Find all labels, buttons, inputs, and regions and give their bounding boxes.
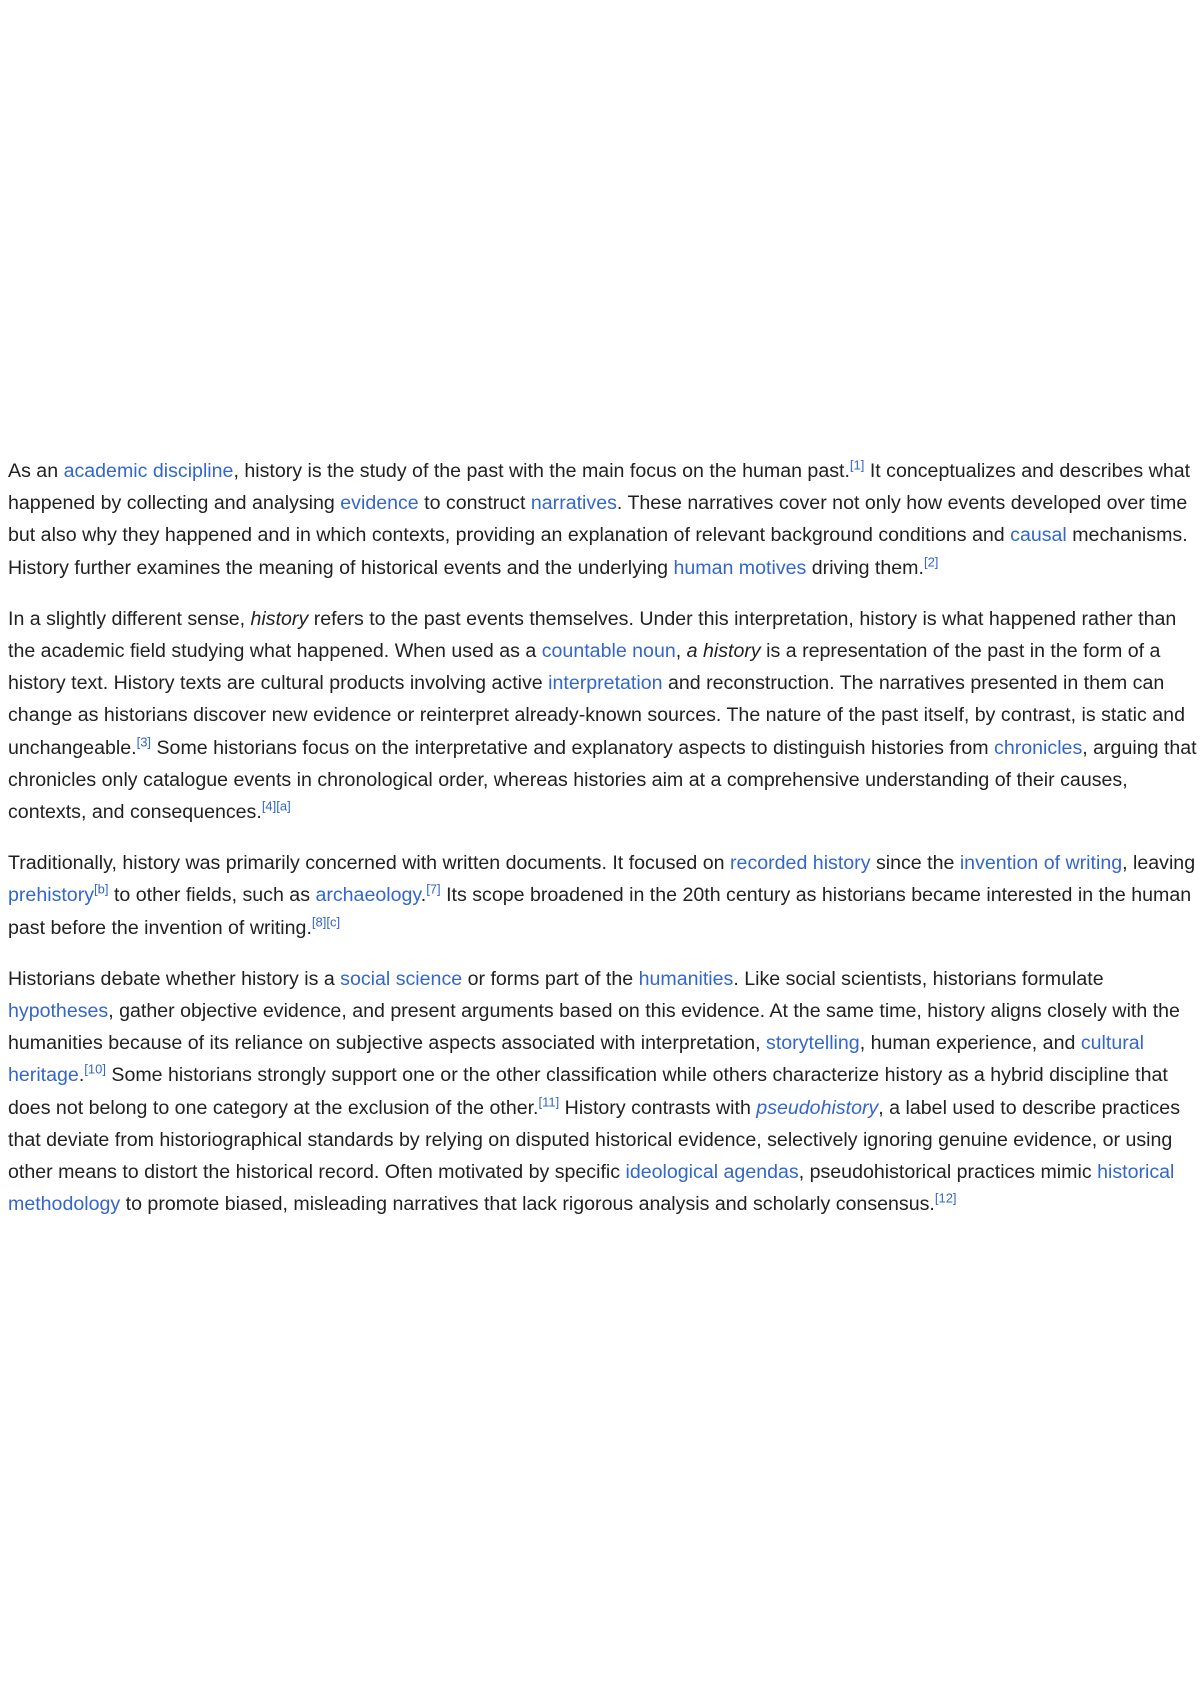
reference-superscript — [924, 554, 938, 569]
text-run: is a representation of the past in the form of a history text. History texts are cultural products involving active — [8, 640, 1161, 695]
article-body — [8, 455, 1198, 1239]
link-causal[interactable]: causal — [1010, 524, 1067, 547]
reference-link-a[interactable]: [a] — [276, 798, 291, 814]
link-recorded-history[interactable]: recorded history — [730, 852, 871, 875]
text-run: Some historians strongly support one or the other classification while others characterize history as a hybrid discipline that does not belong to one category at the exclusion of the other. — [8, 1064, 1168, 1119]
link-evidence[interactable]: evidence — [340, 492, 419, 515]
link-chronicles[interactable]: chronicles — [994, 736, 1083, 759]
text-run: History contrasts with — [559, 1096, 757, 1119]
paragraph-1 — [8, 455, 1198, 584]
link-ideological-agendas[interactable]: ideological agendas — [625, 1161, 799, 1184]
text-run: mechanisms. History further examines the meaning of historical events and the underlying — [8, 524, 1188, 579]
text-run: . Like social scientists, historians formulate — [733, 967, 1104, 990]
reference-superscript — [326, 914, 340, 929]
reference-link-1[interactable]: [1] — [849, 457, 865, 473]
reference-superscript — [137, 734, 151, 749]
paragraph-2 — [8, 603, 1198, 828]
text-run: Some historians focus on the interpretative and explanatory aspects to distinguish histories from — [151, 736, 995, 759]
link-interpretation[interactable]: interpretation — [548, 672, 663, 695]
link-hypotheses[interactable]: hypotheses — [8, 1000, 109, 1023]
reference-link-c[interactable]: [c] — [326, 914, 341, 930]
text-run: , human experience, and — [859, 1032, 1081, 1055]
text-run: , pseudohistorical practices mimic — [798, 1161, 1098, 1184]
text-run: . — [78, 1064, 85, 1087]
reference-superscript — [935, 1191, 957, 1206]
paragraph-3 — [8, 847, 1198, 944]
reference-superscript — [539, 1094, 560, 1109]
text-run: to construct — [418, 492, 531, 515]
text-run: since the — [870, 852, 960, 875]
text-run: , gather objective evidence, and present arguments based on this evidence. At the same time, history aligns closely with the humanities because of its reliance on subjective aspects associated with interpretation, — [8, 1000, 1180, 1055]
text-run: Historians debate whether history is a — [8, 967, 341, 990]
text-run: , arguing that chronicles only catalogue events in chronological order, whereas histories aim at a comprehensive understanding of their causes, contexts, and consequences. — [8, 736, 1197, 824]
reference-superscript — [850, 457, 864, 472]
text-run: It conceptualizes and describes what happened by collecting and analysing — [8, 460, 1191, 515]
link-countable-noun[interactable]: countable noun — [541, 640, 676, 663]
text-run: . These narratives cover not only how events developed over time but also why they happened and in which contexts, providing an explanation of relevant background conditions and — [8, 492, 1188, 547]
link-academic-discipline[interactable]: academic discipline — [63, 460, 234, 482]
link-invention-of-writing[interactable]: invention of writing — [959, 852, 1123, 875]
link-prehistory[interactable]: prehistory — [8, 884, 95, 907]
text-run: or forms part of the — [462, 967, 639, 990]
text-run: , a label used to describe practices that deviate from historiographical standards by relying on disputed historical evidence, selectively ignoring genuine evidence, or using other means to distort the historical record. Often motivated by specific — [8, 1096, 1180, 1184]
link-pseudohistory[interactable]: pseudohistory — [756, 1096, 879, 1119]
text-run: . — [420, 884, 427, 907]
reference-superscript — [276, 799, 290, 814]
text-run: As an — [8, 460, 64, 482]
text-run: , leaving — [1122, 852, 1196, 875]
link-humanities[interactable]: humanities — [638, 967, 734, 990]
text-run: Its scope broadened in the 20th century as historians became interested in the human past before the invention of writing. — [8, 884, 1192, 939]
reference-link-4[interactable]: [4] — [261, 798, 277, 814]
reference-link-3[interactable]: [3] — [136, 734, 152, 750]
text-run: , history is the study of the past with the main focus on the human past. — [233, 460, 850, 482]
reference-link-8[interactable]: [8] — [311, 914, 327, 930]
reference-link-b[interactable]: [b] — [94, 881, 109, 897]
text-run: Traditionally, history was primarily concerned with written documents. It focused on — [8, 852, 731, 875]
italic-term: history — [250, 607, 309, 630]
reference-link-2[interactable]: [2] — [923, 554, 939, 570]
reference-superscript — [84, 1062, 106, 1077]
reference-superscript — [262, 799, 276, 814]
text-run: to other fields, such as — [108, 884, 316, 907]
text-run: , — [675, 640, 687, 663]
link-historical-methodology[interactable]: historical methodology — [8, 1161, 1175, 1216]
link-human-motives[interactable]: human motives — [673, 556, 807, 579]
reference-link-7[interactable]: [7] — [426, 881, 441, 897]
link-narratives[interactable]: narratives — [530, 492, 617, 515]
link-archaeology[interactable]: archaeology — [315, 884, 421, 907]
text-run: to promote biased, misleading narratives that lack rigorous analysis and scholarly consensus. — [120, 1193, 935, 1216]
link-social-science[interactable]: social science — [340, 967, 463, 990]
text-run: In a slightly different sense, — [8, 607, 251, 630]
text-run: and reconstruction. The narratives presented in them can change as historians discover new evidence or reinterpret already-known sources. The nature of the past itself, by contrast, is static and unchangeable. — [8, 672, 1185, 759]
italic-term: a history — [686, 640, 761, 663]
reference-link-12[interactable]: [12] — [934, 1190, 957, 1206]
paragraph-4 — [8, 963, 1198, 1221]
link-storytelling[interactable]: storytelling — [766, 1032, 860, 1055]
reference-superscript — [312, 914, 326, 929]
text-run: driving them. — [806, 556, 924, 579]
text-run: refers to the past events themselves. Under this interpretation, history is what happened rather than the academic field studying what happened. When used as a — [8, 607, 1177, 663]
reference-link-10[interactable]: [10] — [84, 1061, 106, 1077]
reference-superscript — [94, 882, 108, 897]
reference-superscript — [426, 882, 440, 897]
link-cultural-heritage[interactable]: cultural heritage — [8, 1032, 1144, 1087]
reference-link-11[interactable]: [11] — [538, 1094, 560, 1110]
